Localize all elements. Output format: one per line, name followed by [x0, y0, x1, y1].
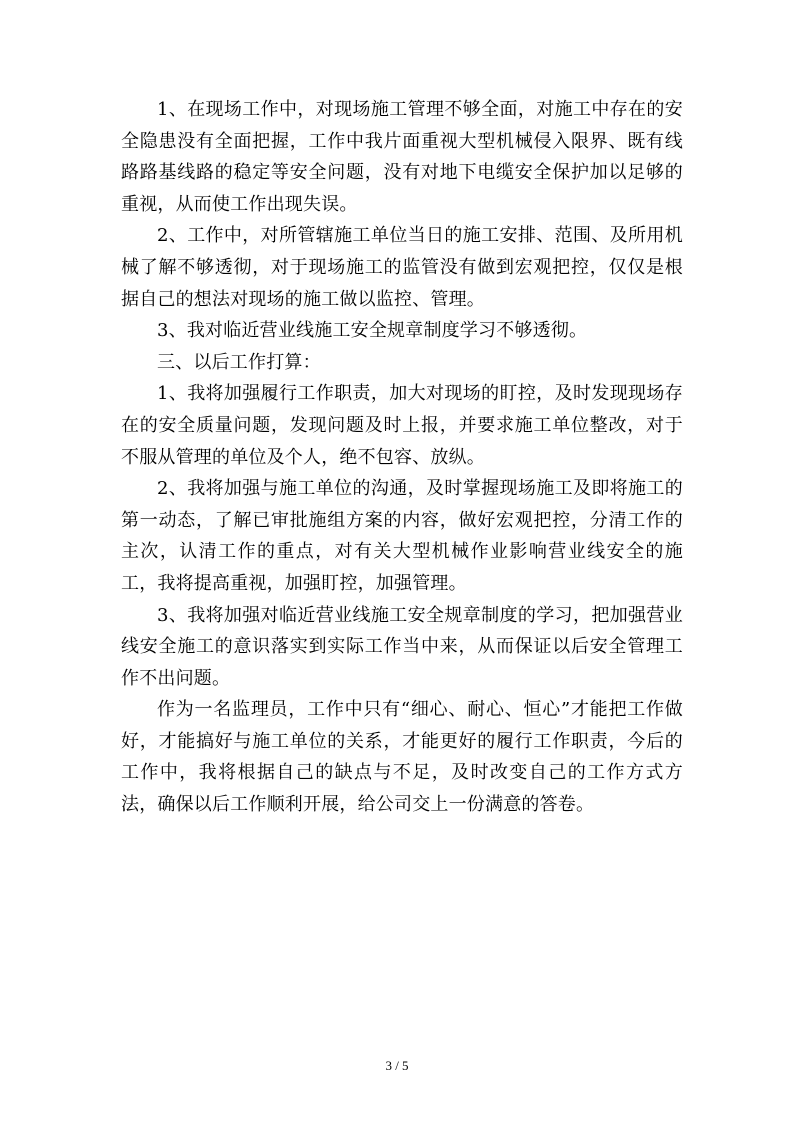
- paragraph-plan-3: 3、我将加强对临近营业线施工安全规章制度的学习，把加强营业线安全施工的意识落实到实际工作当中来，从而保证以后安全管理工作不出问题。: [121, 604, 683, 689]
- paragraph-issue-2: 2、工作中，对所管辖施工单位当日的施工安排、范围、及所用机械了解不够透彻，对于现场施工的监管没有做到宏观把控，仅仅是根据自己的想法对现场的施工做以监控、管理。: [121, 225, 683, 310]
- paragraph-issue-1: 1、在现场工作中，对现场施工管理不够全面，对施工中存在的安全隐患没有全面把握，工作中我片面重视大型机械侵入限界、既有线路路基线路的稳定等安全问题，没有对地下电缆安全保护加以足够的重视，从而使工作出现失误。: [121, 99, 683, 215]
- paragraph-plan-1: 1、我将加强履行工作职责，加大对现场的盯控，及时发现现场存在的安全质量问题，发现问题及时上报，并要求施工单位整改，对于不服从管理的单位及个人，绝不包容、放纵。: [121, 383, 683, 468]
- document-body: [121, 94, 683, 821]
- page-number: 3 / 5: [385, 1058, 409, 1073]
- paragraph-plan-2: 2、我将加强与施工单位的沟通，及时掌握现场施工及即将施工的第一动态，了解已审批施组方案的内容，做好宏观把控，分清工作的主次，认清工作的重点，对有关大型机械作业影响营业线安全的施工，我将提高重视，加强盯控，加强管理。: [121, 478, 683, 594]
- paragraph-issue-3: 3、我对临近营业线施工安全规章制度学习不够透彻。: [157, 320, 588, 342]
- section-heading-future-plans: 三、以后工作打算：: [157, 351, 321, 373]
- paragraph-conclusion: 作为一名监理员，工作中只有“细心、耐心、恒心”才能把工作做好，才能搞好与施工单位的关系，才能更好的履行工作职责，今后的工作中，我将根据自己的缺点与不足，及时改变自己的工作方式方法，确保以后工作顺利开展，给公司交上一份满意的答卷。: [121, 699, 683, 816]
